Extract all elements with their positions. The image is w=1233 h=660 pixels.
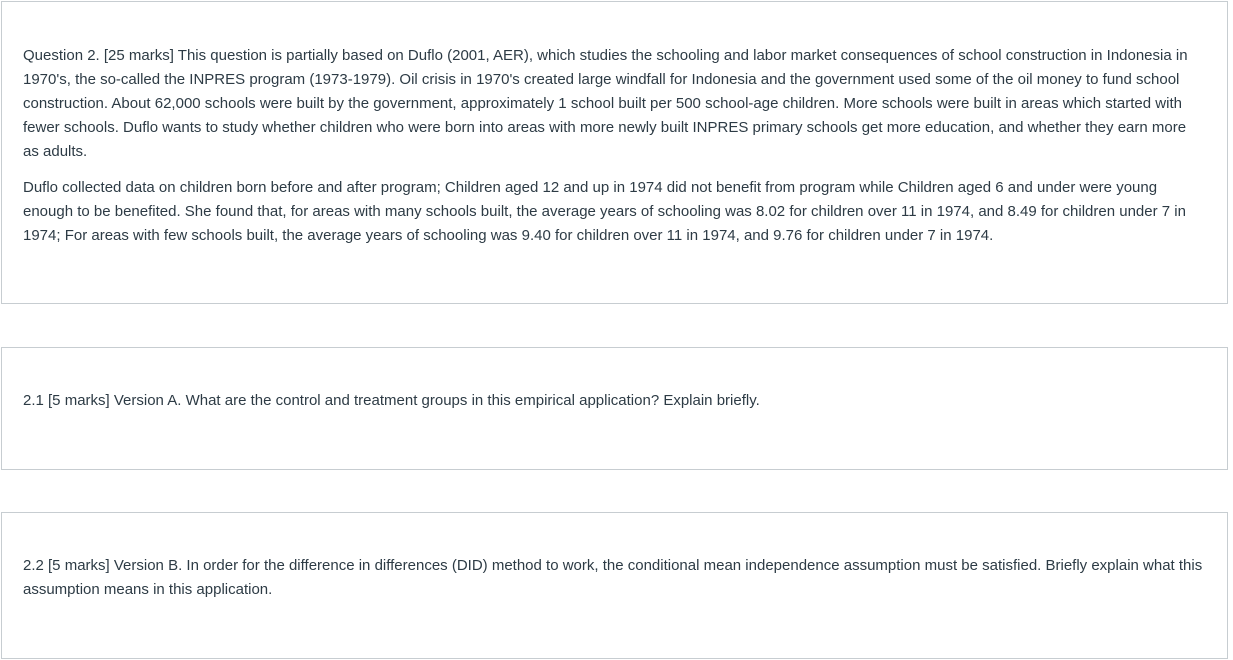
question-2-intro-paragraph: Question 2. [25 marks] This question is partially based on Duflo (2001, AER), which studies the schooling and labor market consequences of school construction in Indonesia in 1970's, the so-called the INPRES program (1973-1979). Oil crisis in 1970's created large windfall for Indonesia and the government used some of the oil money to fund school construction. About 62,000 schools were built by the government, approximately 1 school built per 500 school-age children. More schools were built in areas which started with fewer schools. Duflo wants to study whether children who were born into areas with more newly built INPRES primary schools get more education, and whether they earn more as adults.: [23, 47, 1188, 160]
question-2-2-text: 2.2 [5 marks] Version B. In order for the difference in differences (DID) method to work, the conditional mean independence assumption must be satisfied. Briefly explain what this assumption means in this application.: [23, 557, 1203, 598]
question-2-panel: [1, 1, 1228, 304]
question-2-2-panel: [1, 512, 1228, 659]
question-2-data-paragraph: Duflo collected data on children born before and after program; Children aged 12 and up in 1974 did not benefit from program while Children aged 6 and under were young enough to be benefited. She found that, for areas with many schools built, the average years of schooling was 8.02 for children over 11 in 1974, and 8.49 for children under 7 in 1974; For areas with few schools built, the average years of schooling was 9.40 for children over 11 in 1974, and 9.76 for children under 7 in 1974.: [23, 179, 1186, 244]
question-2-1-text: 2.1 [5 marks] Version A. What are the control and treatment groups in this empirical application? Explain briefly.: [23, 392, 760, 409]
question-2-1-panel: [1, 347, 1228, 470]
